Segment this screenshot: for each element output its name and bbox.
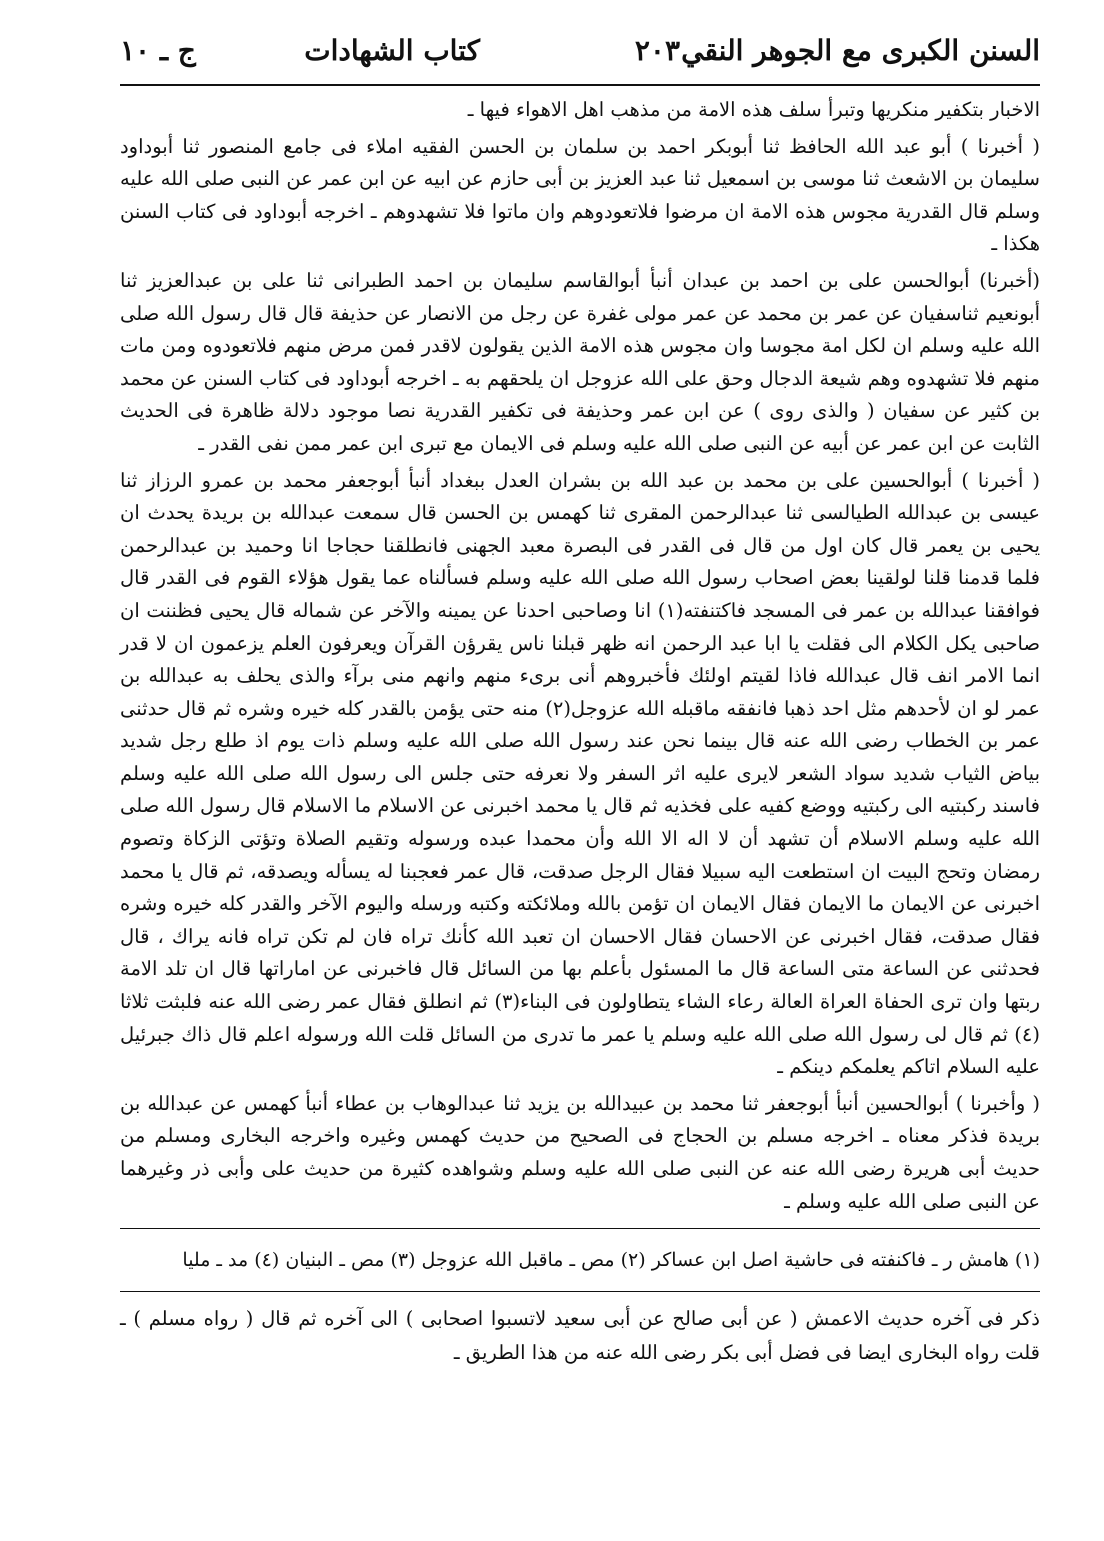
chapter-title: كتاب الشهادات — [304, 34, 480, 67]
page-number: ٢٠٣ — [634, 34, 680, 67]
page-header — [120, 28, 1040, 86]
document-page — [120, 28, 1040, 1508]
footnotes: (١) هامش ر ـ فاكنفته فى حاشية اصل ابن عساكر (٢) مص ـ ماقبل الله عزوجل (٣) مص ـ البنيان (٤) مد ـ مليا — [182, 1249, 1040, 1272]
main-text — [120, 94, 1040, 1218]
paragraph-hadith-3: ( أخبرنا ) أبوالحسين على بن محمد بن عبد الله بن بشران العدل ببغداد أنبأ أبوجعفر محمد بن عمرو الرزاز ثنا عيسى بن عبدالله الطيالسى ثنا عبدالرحمن المقرى ثنا كهمس بن الحسن قال سمعت عبدالله بن بريدة يحدث ان يحيى بن يعمر قال كان اول من قال فى القدر فى البصرة معبد الجهنى فانطلقنا حجاجا انا وحميد بن عبدالرحمن فلما قدمنا قلنا لولقينا بعض اصحاب رسول الله صلى الله عليه وسلم فسألناه عما يقول هؤلاء القوم فى القدر قال فوافقنا عبدالله بن عمر فى المسجد فاكتنفته(١) انا وصاحبى احدنا عن يمينه والآخر عن شماله قال يحيى فظننت ان صاحبى يكل الكلام الى فقلت يا ابا عبد الرحمن انه ظهر قبلنا ناس يقرؤن القرآن ويعرفون العلم يزعمون ان لا قدر انما الامر انف قال عبدالله فاذا لقيتم اولئك فأخبروهم أنى برىء منهم وانهم منى برآء والذى يحلف به عبدالله بن عمر لو ان لأحدهم مثل احد ذهبا فانفقه ماقبله الله عزوجل(٢) منه حتى يؤمن بالقدر كله خيره وشره ثم قال حدثنى عمر بن الخطاب رضى الله عنه قال بينما نحن عند رسول الله صلى الله عليه وسلم ذات يوم اذ طلع رجل شديد بياض الثياب شديد سواد الشعر لايرى عليه اثر السفر ولا نعرفه حتى جلس الى رسول الله صلى الله عليه وسلم فاسند ركبتيه الى ركبتيه ووضع كفيه على فخذيه ثم قال يا محمد اخبرنى عن الاسلام ما الاسلام قال رسول الله صلى الله عليه وسلم الاسلام أن تشهد أن لا اله الا الله وأن محمدا عبده ورسوله وتقيم الصلاة وتؤتى الزكاة وتصوم رمضان وتحج البيت ان استطعت اليه سبيلا فقال الرجل صدقت، قال عمر فعجبنا له يسأله ويصدقه، ثم قال يا محمد اخبرنى عن الايمان ما الايمان فقال الايمان ان تؤمن بالله وملائكته وكتبه ورسله واليوم الآخر والقدر كله خيره وشره فقال صدقت، فقال اخبرنى عن الاحسان فقال الاحسان ان تعبد الله كأنك تراه فان لم تكن تراه فانه يراك ، قال فحدثنى عن الساعة متى الساعة قال ما المسئول بأعلم بها من السائل قال فاخبرنى عن اماراتها قال ان تلد الامة ربتها وان ترى الحفاة العراة العالة رعاء الشاء يتطاولون فى البناء(٣) ثم انطلق فقال عمر رضى الله عنه فلبثت ثلاثا (٤) ثم قال لى رسول الله صلى الله عليه وسلم يا عمر ما تدرى من السائل قلت الله ورسوله اعلم قال ذاك جبرئيل عليه السلام اتاكم يعلمكم دينكم ـ — [120, 468, 1041, 1079]
paragraph-hadith-2: (أخبرنا) أبوالحسن على بن احمد بن عبدان أنبأ أبوالقاسم سليمان بن احمد الطبرانى ثنا على بن عبدالعزيز ثنا أبونعيم ثناسفيان عن عمر بن محمد عن عمر مولى غفرة عن رجل من الانصار عن حذيفة قال قال رسول الله صلى الله عليه وسلم ان لكل امة مجوسا وان مجوس هذه الامة الذين يقولون لاقدر فمن مرض منهم فلاتعودوه ومن مات منهم فلا تشهدوه وهم شيعة الدجال وحق على الله عزوجل ان يلحقهم به ـ اخرجه أبوداود فى كتاب السنن عن محمد بن كثير عن سفيان ( والذى روى ) عن ابن عمر وحذيفة فى تكفير القدرية نصا موجود دلالة ظاهرة فى الحديث الثابت عن ابن عمر عن أبيه عن النبى صلى الله عليه وسلم فى الايمان مع تبرى ابن عمر ممن نفى القدر ـ — [120, 268, 1040, 455]
volume-number: ج ـ ١٠ — [120, 34, 196, 67]
paragraph-hadith-4: ( وأخبرنا ) أبوالحسين أنبأ أبوجعفر ثنا محمد بن عبيدالله بن يزيد ثنا عبدالوهاب بن عطاء أنبأ كهمس عن عبدالله بن بريدة فذكر معناه ـ اخرجه مسلم بن الحجاج فى الصحيح من حديث كهمس وغيره واخرجه البخارى ومسلم من حديث أبى هريرة رضى الله عنه عن النبى صلى الله عليه وسلم وشواهده كثيرة من حديث على وأبى ذر وغيرهما عن النبى صلى الله عليه وسلم ـ — [120, 1091, 1040, 1213]
book-title: السنن الكبرى مع الجوهر النقي — [681, 34, 1040, 67]
paragraph-intro: الاخبار بتكفير منكريها وتبرأ سلف هذه الامة من مذهب اهل الاهواء فيها ـ — [467, 98, 1040, 121]
footnote-divider — [120, 1228, 1040, 1229]
paragraph-hadith-1: ( أخبرنا ) أبو عبد الله الحافظ ثنا أبوبكر احمد بن سلمان بن الحسن الفقيه املاء فى جامع المنصور ثنا أبوداود سليمان بن الاشعث ثنا موسى بن اسمعيل ثنا عبد العزيز بن أبى حازم عن ابيه عن ابن عمر عن النبى صلى الله عليه وسلم قال القدرية مجوس هذه الامة ان مرضوا فلاتعودوهم وان ماتوا فلا تشهدوهم ـ اخرجه أبوداود فى كتاب السنن هكذا ـ — [120, 134, 1040, 256]
jawhar-commentary: ذكر فى آخره حديث الاعمش ( عن أبى صالح عن أبى سعيد لاتسبوا اصحابى ) الى آخره ثم قال ( رواه مسلم ) ـ قلت رواه البخارى ايضا فى فضل أبى بكر رضى الله عنه من هذا الطريق ـ — [120, 1307, 1040, 1365]
commentary-divider — [120, 1291, 1040, 1292]
